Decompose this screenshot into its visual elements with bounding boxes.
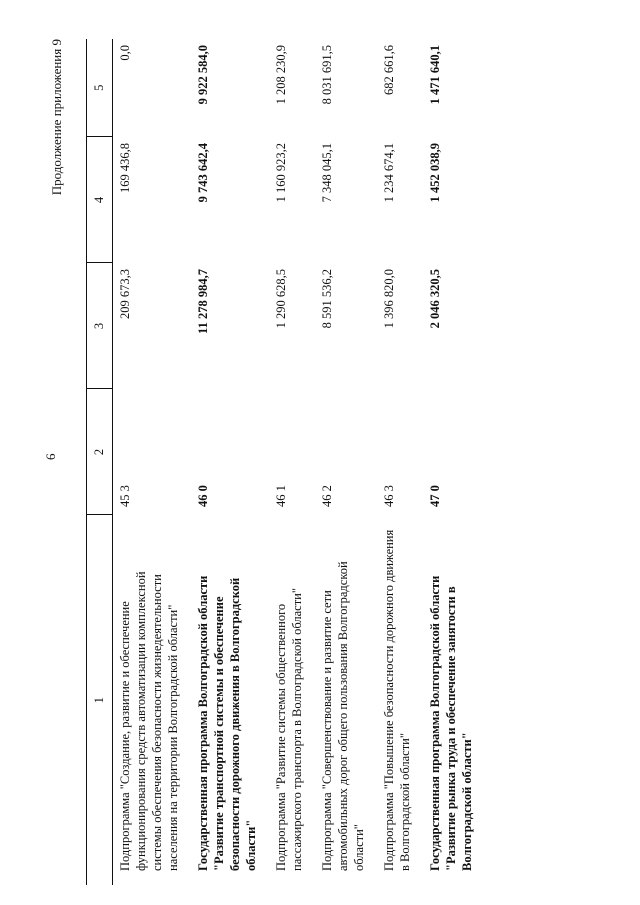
header-row xyxy=(87,39,113,885)
amount-col-3: 2 046 320,5 xyxy=(428,269,442,329)
program-code: 46 2 xyxy=(320,485,334,507)
amount-col-5: 8 031 691,5 xyxy=(320,45,334,105)
amount-col-3: 209 673,3 xyxy=(118,269,132,319)
amount-col-4: 169 436,8 xyxy=(118,143,132,193)
program-name: Государственная программа Волгоградской области "Развитие рынка труда и обеспечение занятости в Волгоградской области" xyxy=(428,575,474,871)
program-code: 46 1 xyxy=(274,485,288,507)
amount-col-4: 7 348 045,1 xyxy=(320,143,334,203)
program-code: 47 0 xyxy=(428,485,442,507)
page-number: 6 xyxy=(43,453,58,460)
header-col-2: 2 xyxy=(87,389,113,515)
program-name: Подпрограмма "Повышение безопасности дорожного движения в Волгоградской области" xyxy=(382,529,412,871)
header-col-4: 4 xyxy=(87,137,113,263)
amount-col-3: 11 278 984,7 xyxy=(196,269,210,334)
program-code: 46 0 xyxy=(196,485,210,507)
table-row xyxy=(423,39,485,885)
amount-col-4: 1 234 674,1 xyxy=(382,143,396,203)
header-col-1: 1 xyxy=(87,515,113,885)
program-name: Государственная программа Волгоградской области "Развитие транспортной системы и обеспечение безопасности дорожного движения в Волгоградской области" xyxy=(196,575,258,871)
program-name: Подпрограмма "Совершенствование и развитие сети автомобильных дорог общего пользования Волгоградской области" xyxy=(320,561,366,871)
budget-table xyxy=(86,39,485,885)
table-row xyxy=(377,39,423,885)
table-row xyxy=(191,39,269,885)
amount-col-5: 1 471 640,1 xyxy=(428,45,442,105)
amount-col-5: 682 661,6 xyxy=(382,45,396,95)
appendix-continuation: Продолжение приложения 9 xyxy=(49,39,64,196)
amount-col-5: 9 922 584,0 xyxy=(196,45,210,105)
amount-col-4: 1 452 038,9 xyxy=(428,143,442,203)
program-name: Подпрограмма "Создание, развитие и обеспечение функционирования средств автоматизации комплексной системы обеспечения безопасности жизнедеятельности населения на территории Волгоградской области" xyxy=(118,571,180,871)
amount-col-5: 0,0 xyxy=(118,45,132,61)
amount-col-4: 9 743 642,4 xyxy=(196,143,210,203)
program-code: 45 3 xyxy=(118,485,132,507)
table-row xyxy=(113,39,192,885)
program-code: 46 3 xyxy=(382,485,396,507)
rotated-page xyxy=(40,25,600,885)
amount-col-3: 8 591 536,2 xyxy=(320,269,334,329)
table-row xyxy=(315,39,377,885)
amount-col-5: 1 208 230,9 xyxy=(274,45,288,105)
amount-col-3: 1 396 820,0 xyxy=(382,269,396,329)
header-col-3: 3 xyxy=(87,263,113,389)
amount-col-4: 1 160 923,2 xyxy=(274,143,288,203)
header-col-5: 5 xyxy=(87,39,113,137)
amount-col-3: 1 290 628,5 xyxy=(274,269,288,329)
table-row xyxy=(269,39,315,885)
program-name: Подпрограмма "Развитие системы общественного пассажирского транспорта в Волгоградской области" xyxy=(274,588,304,871)
